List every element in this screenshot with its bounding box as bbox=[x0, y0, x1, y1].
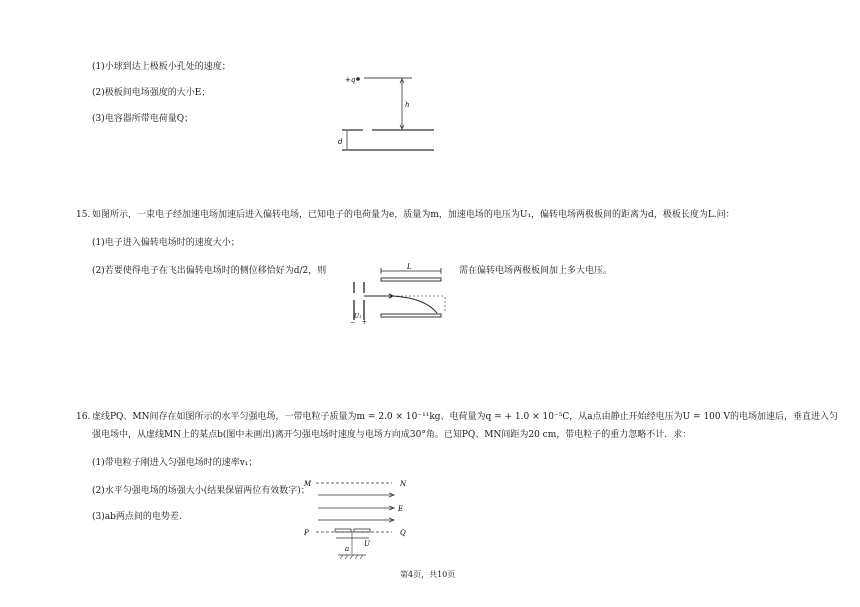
q13-fig-charge-label: +q bbox=[345, 76, 356, 84]
q16-fig-U-label: U bbox=[364, 540, 370, 548]
electron-trajectory bbox=[393, 296, 437, 313]
lower-deflection-plate bbox=[381, 314, 441, 317]
q15-deflection-figure bbox=[345, 262, 455, 330]
q16-number: 16. bbox=[76, 412, 91, 422]
accel-plate-right bbox=[354, 529, 370, 532]
q16-field-figure bbox=[300, 472, 420, 562]
q16-stem-line2: 强电场中，从虚线MN上的某点b(图中未画出)离开匀强电场时速度与电场方向成30°角。已知PQ、MN间距为20 cm，带电粒子的重力忽略不计．求： bbox=[92, 430, 692, 440]
q15-sub1: (1)电子进入偏转电场时的速度大小； bbox=[92, 238, 240, 248]
q16-fig-a-label: a bbox=[345, 545, 350, 553]
q15-sub2b: 需在偏转电场两极板间加上多大电压。 bbox=[459, 266, 613, 276]
q15-fig-U1-label: U₁ bbox=[354, 313, 362, 320]
q16-fig-P-label: P bbox=[304, 529, 309, 537]
ball-dot bbox=[356, 77, 360, 81]
q13-sub1: (1)小球到达上极板小孔处的速度； bbox=[92, 62, 231, 72]
q16-sub3: (3)ab两点间的电势差. bbox=[92, 512, 182, 522]
q16-fig-M-label: M bbox=[304, 480, 312, 488]
q16-sub2: (2)水平匀强电场的场强大小(结果保留两位有效数字)； bbox=[92, 486, 310, 496]
q16-stem-line1: 虚线PQ、MN间存在如图所示的水平匀强电场，一带电粒子质量为m = 2.0 × 10⁻¹¹kg、电荷量为q = + 1.0 × 10⁻⁵C，从a点由静止开始经电压为U = 100 V的电场加速后，垂直进入匀 bbox=[92, 412, 838, 422]
q16-fig-N-label: N bbox=[400, 480, 407, 488]
q15-number: 15. bbox=[76, 210, 91, 220]
q13-capacitor-figure bbox=[330, 68, 440, 156]
q13-fig-d-label: d bbox=[338, 138, 343, 146]
q15-sub2a: (2)若要使得电子在飞出偏转电场时的侧位移恰好为d/2，则 bbox=[92, 266, 327, 276]
q15-fig-L-label: L bbox=[407, 263, 412, 271]
q13-sub3: (3)电容器所带电荷量Q； bbox=[92, 114, 194, 124]
q15-stem: 如图所示，一束电子经加速电场加速后进入偏转电场，已知电子的电荷量为e，质量为m，加速电场的电压为U₁，偏转电场两极板间的距离为d，极板长度为L.问： bbox=[92, 210, 735, 220]
minus-sign: − bbox=[350, 319, 356, 326]
page-footer: 第4页，共10页 bbox=[400, 570, 456, 579]
upper-deflection-plate bbox=[381, 278, 441, 281]
q13-fig-h-label: h bbox=[405, 101, 410, 109]
q16-fig-Q-label: Q bbox=[400, 529, 406, 537]
q16-fig-E-label: E bbox=[398, 505, 404, 513]
plus-sign: + bbox=[362, 319, 368, 326]
q13-sub2: (2)极板间电场强度的大小E； bbox=[92, 88, 211, 98]
accel-plate-left bbox=[335, 529, 351, 532]
q16-sub1: (1)带电粒子刚进入匀强电场时的速率v₁； bbox=[92, 458, 258, 468]
